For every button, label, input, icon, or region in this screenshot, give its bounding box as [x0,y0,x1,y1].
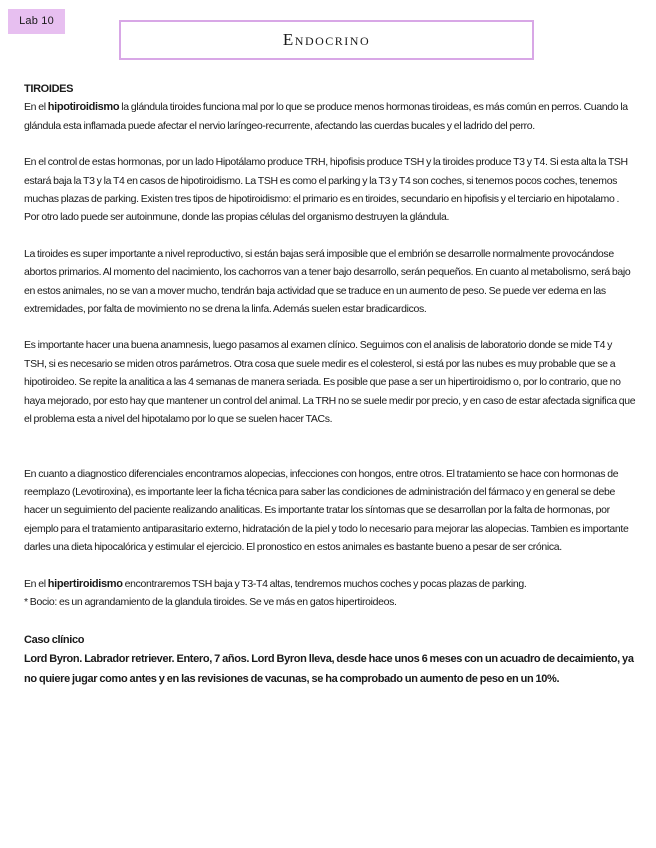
term-hipotiroidismo: hipotiroidismo [47,101,120,114]
section-heading: TIROIDES [24,83,74,95]
paragraph-hipertiroidismo [24,575,636,593]
paragraph-reproductivo: La tiroides es super importante a nivel reproductivo, si están bajas será imposible que el embrión se desarrolle normalmente provocándose abortos primarios. Al momento del nacimiento, los cachorros van a tener bajo desarrollo, serán pequeños. En cuanto al metabolismo, será bajo en estos animales, no se van a mover mucho, tendrán baja actividad que se traduce en un aumento de peso. Se puede ver edema en las extremidades, por falta de movimiento no se drena la linfa. Además suelen estar bradicardicos. [24,247,631,316]
paragraph-control-hormonas: En el control de estas hormonas, por un lado Hipotálamo produce TRH, hipofisis produce TSH y la tiroides produce T3 y T4. Si esta alta la TSH estará baja la T3 y la T4 en casos de hipotiroidismo. La TSH es como el parking y la T3 y T4 son coches, si tenemos pocos coches, tenemos muchas plazas de parking. Existen tres tipos de hipotiroidismo: el primario es en tiroides, secundario en hipofisis y el terciario en hipotalamo . Por otro lado puede ser autoinmune, donde las propias células del organismo destruyen la glándula. [24,156,628,224]
paragraph-bocio: * Bocio: es un agrandamiento de la glandula tiroides. Se ve más en gatos hipertiroideos. [24,595,397,608]
paragraph-text: encontraremos TSH baja y T3-T4 altas, tendremos muchos coches y pocas plazas de parking. [122,577,527,590]
page-title-box [119,20,534,60]
term-hipertiroidismo: hipertiroidismo [47,577,123,590]
lab-label: Lab 10 [8,9,65,34]
paragraph-diagnostico: Es importante hacer una buena anamnesis, luego pasamos al examen clínico. Seguimos con el analisis de laboratorio donde se mide T4 y TSH, si es necesario se miden otros parámetros. Otra cosa que suele medir es el colesterol, si está por las nubes es muy probable que se a hipotiroideo. Se repite la analitica a las 4 semanas de manera seriada. Es posible que pase a ser un hipertiroidismo o, por lo contrario, que no haya mejorado, por esto hay que mantener un control del animal. La TRH no se suele medir por precio, y en caso de estar afectada significa que el problema esta a nivel del hipotalamo por lo que se suelen hacer TACs. [24,339,636,426]
document-body [24,80,636,689]
paragraph-hipotiroidismo [24,98,636,135]
paragraph-text: la glándula tiroides funciona mal por lo que se produce menos hormonas tiroideas, es más común en perros. Cuando la glándula esta inflamada puede afectar el nervio laríngeo-recurrente, afectando las cuerdas bucales y el ladrido del perro. [24,101,628,132]
case-text: Lord Byron. Labrador retriever. Entero, 7 años. Lord Byron lleva, desde hace unos 6 meses con un acuadro de decaimiento, ya no quiere jugar como antes y en las revisiones de vacunas, se ha comprobado un aumento de peso en un 10%. [24,652,634,685]
paragraph-tratamiento: En cuanto a diagnostico diferenciales encontramos alopecias, infecciones con hongos, entre otros. El tratamiento se hace con hormonas de reemplazo (Levotiroxina), es importante leer la ficha técnica para saber las condiciones de administración del fármaco y en general se debe hacer un seguimiento del paciente realizando analiticas. Es importante tratar los síntomas que se desarrollan por la falta de hormonas, por ejemplo para el tratamiento antiparasitario externo, hidratación de la piel y todo lo necesario para mejorar las alopecias. Tambien es importante darles una dieta hipocalórica y estimular el ejercicio. El pronostico en estos animales es bastante bueno a pesar de ser crónica. [24,467,629,554]
paragraph-text: En el [24,101,48,114]
paragraph-text: En el [24,577,48,590]
page-title: Endocrino [282,30,371,49]
case-heading: Caso clínico [24,634,85,647]
